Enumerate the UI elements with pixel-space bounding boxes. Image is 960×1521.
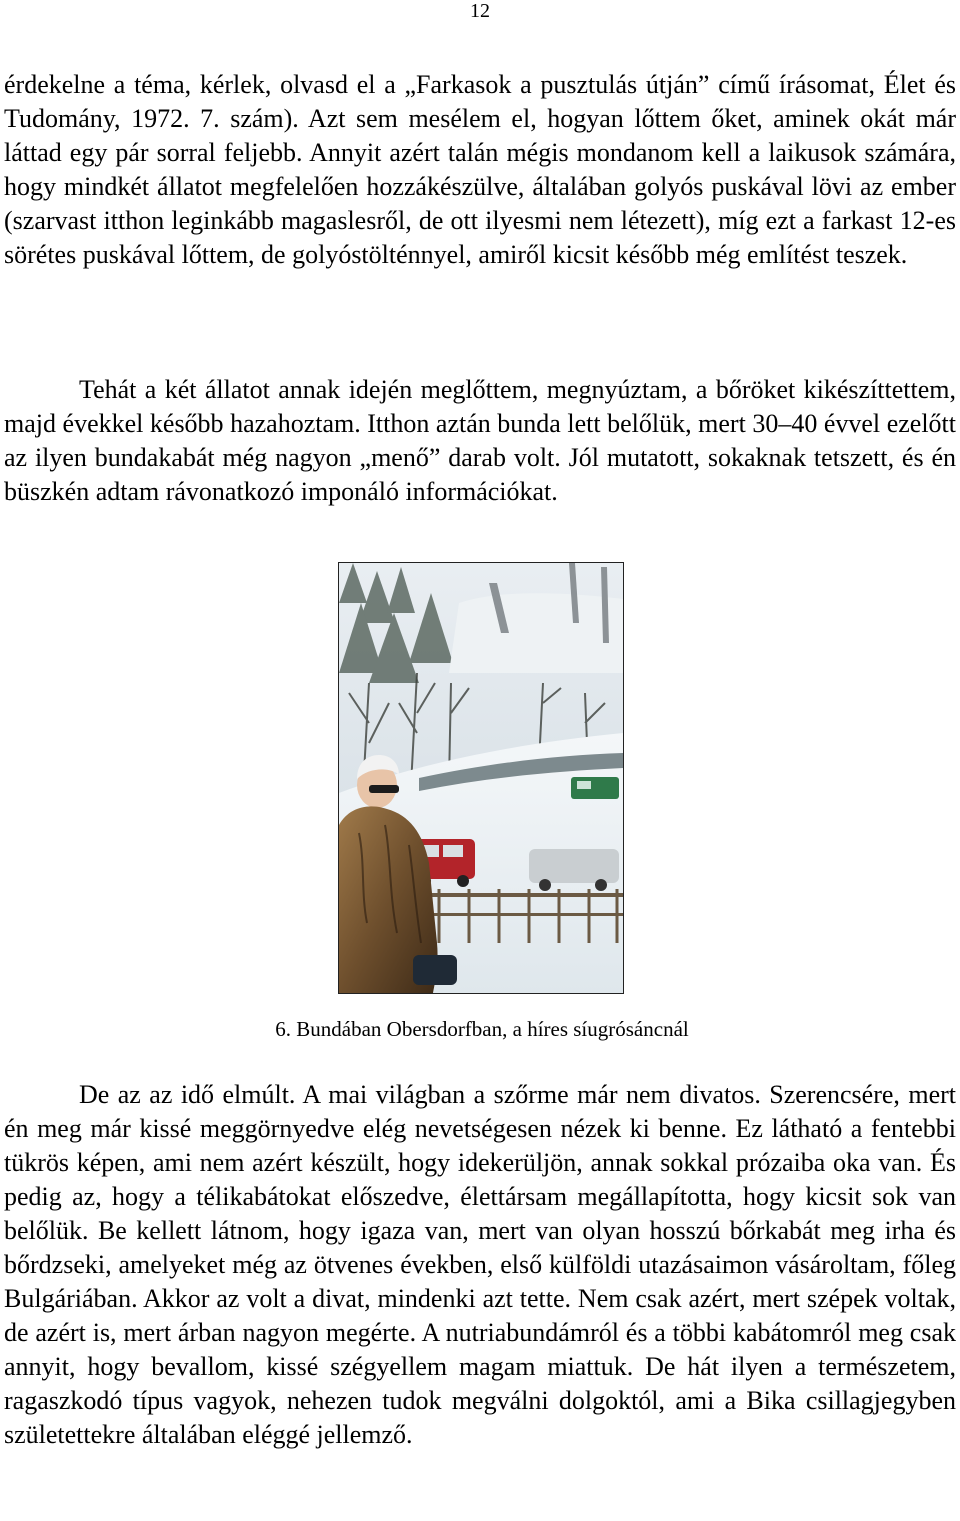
paragraph-3: De az az idő elmúlt. A mai világban a szőrme már nem divatos. Szerencsére, mert én meg már kissé meggörnyedve elég nevetségesen nézek ki benne. Ez látható a fentebbi tükrös képen, ami nem azért készült, hogy idekerüljön, annak sokkal prózaiba oka van. És pedig az, hogy a télikabátokat előszedve, élettársam megállapította, hogy kicsit sok van belőlük. Be kellett látnom, hogy igaza van, mert van olyan hosszú bőrkabát meg irha és bőrdzseki, amelyeket még az ötvenes években, első külföldi utazásaimon vásároltam, főleg Bulgáriában. Akkor az volt a divat, mindenki azt tette. Nem csak azért, mert szépek voltak, de azért is, mert árban nagyon megérte. A nutriabundámról és a többi kabátomról meg csak annyit, hogy bevallom, kissé szégyellem magam miattuk. De hát ilyen a természetem, ragaszkodó típus vagyok, nehezen tudok megválni dolgoktól, ami a Bika csillagjegyben születettekre általában eléggé jellemző. [4, 1080, 956, 1449]
figure-caption [0, 1016, 960, 1042]
figure-caption-text: 6. Bundában Obersdorfban, a híres síugrósáncnál [275, 1017, 689, 1041]
page-number: 12 [470, 0, 490, 22]
paragraph-2: Tehát a két állatot annak idején meglőttem, megnyúztam, a bőröket kikészíttettem, majd évekkel később hazahoztam. Itthon aztán bunda lett belőlük, mert 30–40 évvel ezelőtt az ilyen bundakabát még nagyon „menő” darab volt. Jól mutatott, sokaknak tetszett, és én büszkén adtam rávonatkozó imponáló információkat. [4, 375, 956, 506]
photo-illustration [339, 563, 623, 993]
paragraph-1: érdekelne a téma, kérlek, olvasd el a „Farkasok a pusztulás útján” című írásomat, Élet és Tudomány, 1972. 7. szám). Azt sem mesélem el, hogyan lőttem őket, aminek okát már láttad egy pár sorral feljebb. Annyit azért talán mégis mondanom kell a laikusok számára, hogy mindkét állatot megfelelően hozzákészülve, általában golyós puskával lövi az ember (szarvast itthon leginkább magaslesről, de ott ilyesmi nem létezett), míg ezt a farkast 12-es sörétes puskával lőttem, de golyóstölténnyel, amiről kicsit később még említést teszek. [4, 70, 956, 269]
photo-man-in-fur-coat-winter [338, 562, 624, 994]
